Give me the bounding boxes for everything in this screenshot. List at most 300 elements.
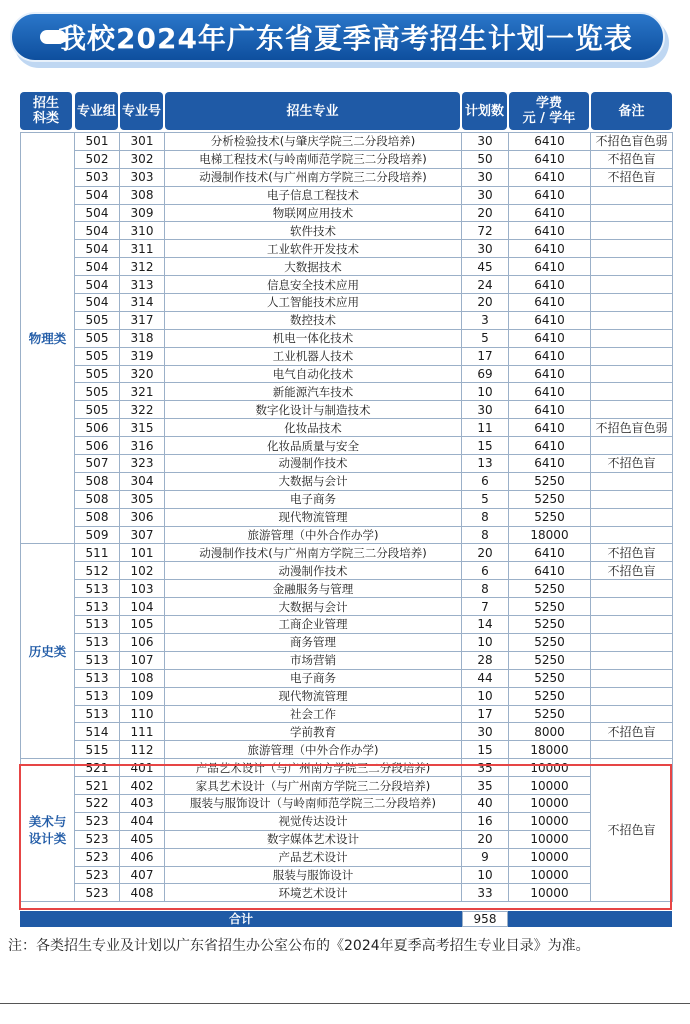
group-cell: 504 [75,222,120,240]
major-cell: 现代物流管理 [165,508,462,526]
header-note: 备注 [591,92,672,130]
fee-cell: 6410 [509,204,591,222]
code-cell: 108 [120,669,165,687]
table-row [21,294,673,312]
table-row [21,741,673,759]
plan-cell: 10 [462,866,509,884]
group-cell: 521 [75,777,120,795]
table-row [21,455,673,473]
plan-cell: 15 [462,741,509,759]
group-cell: 513 [75,616,120,634]
fee-cell: 18000 [509,526,591,544]
fee-cell: 10000 [509,812,591,830]
footnote: 注：各类招生专业及计划以广东省招生办公室公布的《2024年夏季高考招生专业目录》为准。 [8,938,590,954]
code-cell: 305 [120,490,165,508]
fee-cell: 6410 [509,168,591,186]
major-cell: 新能源汽车技术 [165,383,462,401]
fee-cell: 8000 [509,723,591,741]
group-cell: 505 [75,347,120,365]
plan-cell: 5 [462,490,509,508]
major-cell: 工业机器人技术 [165,347,462,365]
note-cell [591,490,673,508]
plan-cell: 24 [462,276,509,294]
table-row [21,884,673,902]
note-cell: 不招色盲 [591,455,673,473]
fee-cell: 5250 [509,669,591,687]
plan-cell: 8 [462,508,509,526]
plan-cell: 30 [462,133,509,151]
fee-cell: 6410 [509,419,591,437]
plan-cell: 10 [462,383,509,401]
note-cell [591,598,673,616]
fee-cell: 6410 [509,150,591,168]
fee-cell: 10000 [509,848,591,866]
major-cell: 动漫制作技术 [165,562,462,580]
major-cell: 电子商务 [165,669,462,687]
table-row [21,705,673,723]
fee-cell: 6410 [509,347,591,365]
group-cell: 504 [75,258,120,276]
code-cell: 301 [120,133,165,151]
group-cell: 523 [75,830,120,848]
plan-cell: 69 [462,365,509,383]
note-cell [591,240,673,258]
bottom-divider [0,1003,690,1004]
table-row [21,669,673,687]
table-row [21,526,673,544]
major-cell: 大数据与会计 [165,598,462,616]
major-cell: 信息安全技术应用 [165,276,462,294]
fee-cell: 5250 [509,508,591,526]
group-cell: 504 [75,240,120,258]
note-cell [591,186,673,204]
fee-cell: 6410 [509,544,591,562]
major-cell: 学前教育 [165,723,462,741]
total-value: 958 [462,911,508,927]
plan-cell: 14 [462,616,509,634]
major-cell: 人工智能技术应用 [165,294,462,312]
table-row [21,401,673,419]
major-cell: 软件技术 [165,222,462,240]
table-row [21,580,673,598]
group-cell: 506 [75,419,120,437]
code-cell: 319 [120,347,165,365]
group-cell: 505 [75,401,120,419]
total-bar-tail [508,911,672,927]
table-row [21,848,673,866]
major-cell: 动漫制作技术(与广州南方学院三二分段培养) [165,544,462,562]
major-cell: 家具艺术设计（与广州南方学院三二分段培养) [165,777,462,795]
group-cell: 523 [75,866,120,884]
enrollment-table-body [21,133,673,902]
group-cell: 508 [75,508,120,526]
fee-cell: 6410 [509,276,591,294]
fee-cell: 6410 [509,437,591,455]
code-cell: 310 [120,222,165,240]
enrollment-table-wrap [20,132,672,910]
major-cell: 环境艺术设计 [165,884,462,902]
major-cell: 工业软件开发技术 [165,240,462,258]
table-row [21,544,673,562]
plan-cell: 30 [462,401,509,419]
plan-cell: 20 [462,830,509,848]
major-cell: 电子商务 [165,490,462,508]
major-cell: 服装与服饰设计 [165,866,462,884]
header-category: 招生 科类 [20,92,72,130]
major-cell: 物联网应用技术 [165,204,462,222]
header-plan: 计划数 [462,92,507,130]
code-cell: 303 [120,168,165,186]
fee-cell: 10000 [509,884,591,902]
plan-cell: 15 [462,437,509,455]
fee-cell: 5250 [509,651,591,669]
major-cell: 机电一体化技术 [165,329,462,347]
fee-cell: 6410 [509,186,591,204]
plan-cell: 10 [462,633,509,651]
code-cell: 407 [120,866,165,884]
table-row [21,508,673,526]
plan-cell: 6 [462,472,509,490]
table-row [21,437,673,455]
note-cell [591,365,673,383]
code-cell: 404 [120,812,165,830]
group-cell: 504 [75,294,120,312]
note-cell [591,347,673,365]
code-cell: 307 [120,526,165,544]
table-row [21,651,673,669]
major-cell: 商务管理 [165,633,462,651]
table-row [21,616,673,634]
table-row [21,186,673,204]
code-cell: 107 [120,651,165,669]
fee-cell: 6410 [509,401,591,419]
plan-cell: 44 [462,669,509,687]
fee-cell: 6410 [509,365,591,383]
fee-cell: 5250 [509,633,591,651]
group-cell: 504 [75,276,120,294]
major-cell: 电梯工程技术(与岭南师范学院三二分段培养) [165,150,462,168]
fee-cell: 6410 [509,311,591,329]
major-cell: 化妆品质量与安全 [165,437,462,455]
code-cell: 105 [120,616,165,634]
code-cell: 323 [120,455,165,473]
major-cell: 产品艺术设计 [165,848,462,866]
code-cell: 102 [120,562,165,580]
major-cell: 电子信息工程技术 [165,186,462,204]
plan-cell: 8 [462,580,509,598]
code-cell: 304 [120,472,165,490]
note-cell [591,669,673,687]
code-cell: 401 [120,759,165,777]
group-cell: 505 [75,365,120,383]
fee-cell: 10000 [509,777,591,795]
code-cell: 408 [120,884,165,902]
plan-cell: 35 [462,777,509,795]
plan-cell: 40 [462,794,509,812]
table-row [21,204,673,222]
plan-cell: 7 [462,598,509,616]
table-row [21,365,673,383]
plan-cell: 6 [462,562,509,580]
major-cell: 服装与服饰设计（与岭南师范学院三二分段培养) [165,794,462,812]
code-cell: 106 [120,633,165,651]
note-cell [591,616,673,634]
table-row [21,562,673,580]
code-cell: 321 [120,383,165,401]
fee-cell: 5250 [509,616,591,634]
table-row [21,383,673,401]
table-row [21,812,673,830]
code-cell: 312 [120,258,165,276]
note-cell [591,508,673,526]
group-cell: 505 [75,329,120,347]
major-cell: 数字化设计与制造技术 [165,401,462,419]
fee-cell: 5250 [509,580,591,598]
plan-cell: 30 [462,168,509,186]
major-cell: 旅游管理（中外合作办学) [165,741,462,759]
major-cell: 化妆品技术 [165,419,462,437]
fee-cell: 6410 [509,258,591,276]
table-row [21,830,673,848]
fee-cell: 5250 [509,705,591,723]
page-title: 我校2024年广东省夏季高考招生计划一览表 [58,22,633,55]
note-cell [591,258,673,276]
total-label: 合计 [20,911,462,927]
fee-cell: 6410 [509,455,591,473]
table-row [21,258,673,276]
code-cell: 104 [120,598,165,616]
note-cell [591,580,673,598]
table-row [21,866,673,884]
plan-cell: 11 [462,419,509,437]
fee-cell: 6410 [509,133,591,151]
code-cell: 315 [120,419,165,437]
plan-cell: 8 [462,526,509,544]
note-cell [591,633,673,651]
fee-cell: 10000 [509,759,591,777]
fee-cell: 10000 [509,794,591,812]
plan-cell: 35 [462,759,509,777]
major-cell: 工商企业管理 [165,616,462,634]
fee-cell: 18000 [509,741,591,759]
major-cell: 分析检验技术(与肇庆学院三二分段培养) [165,133,462,151]
group-cell: 521 [75,759,120,777]
group-cell: 505 [75,383,120,401]
group-cell: 515 [75,741,120,759]
code-cell: 405 [120,830,165,848]
group-cell: 509 [75,526,120,544]
table-row [21,723,673,741]
fee-cell: 6410 [509,294,591,312]
code-cell: 311 [120,240,165,258]
code-cell: 302 [120,150,165,168]
group-cell: 523 [75,884,120,902]
code-cell: 101 [120,544,165,562]
code-cell: 318 [120,329,165,347]
plan-cell: 30 [462,186,509,204]
plan-cell: 16 [462,812,509,830]
group-cell: 511 [75,544,120,562]
code-cell: 316 [120,437,165,455]
group-cell: 522 [75,794,120,812]
plan-cell: 50 [462,150,509,168]
fee-cell: 10000 [509,830,591,848]
group-cell: 502 [75,150,120,168]
fee-cell: 5250 [509,472,591,490]
fee-cell: 5250 [509,598,591,616]
table-row [21,777,673,795]
note-cell [591,222,673,240]
group-cell: 505 [75,311,120,329]
note-cell [591,204,673,222]
total-row [20,911,672,927]
group-cell: 514 [75,723,120,741]
note-cell: 不招色盲 [591,168,673,186]
code-cell: 109 [120,687,165,705]
table-row [21,347,673,365]
code-cell: 112 [120,741,165,759]
note-cell: 不招色盲 [591,150,673,168]
note-cell [591,276,673,294]
table-row [21,311,673,329]
code-cell: 314 [120,294,165,312]
table-row [21,133,673,151]
group-cell: 513 [75,633,120,651]
note-cell: 不招色盲色弱 [591,419,673,437]
fee-cell: 5250 [509,490,591,508]
major-cell: 现代物流管理 [165,687,462,705]
code-cell: 403 [120,794,165,812]
table-row [21,168,673,186]
plan-cell: 13 [462,455,509,473]
group-cell: 501 [75,133,120,151]
plan-cell: 10 [462,687,509,705]
note-cell [591,329,673,347]
group-cell: 503 [75,168,120,186]
group-cell: 512 [75,562,120,580]
table-row [21,490,673,508]
header-fee: 学费 元 / 学年 [509,92,589,130]
major-cell: 视觉传达设计 [165,812,462,830]
major-cell: 动漫制作技术(与广州南方学院三二分段培养) [165,168,462,186]
note-cell [591,526,673,544]
group-cell: 504 [75,204,120,222]
major-cell: 旅游管理（中外合作办学) [165,526,462,544]
group-cell: 513 [75,705,120,723]
fee-cell: 6410 [509,562,591,580]
plan-cell: 9 [462,848,509,866]
plan-cell: 20 [462,204,509,222]
plan-cell: 5 [462,329,509,347]
major-cell: 市场营销 [165,651,462,669]
category-cell: 物理类 [21,133,75,544]
plan-cell: 30 [462,723,509,741]
major-cell: 产品艺术设计（与广州南方学院三二分段培养) [165,759,462,777]
major-cell: 数控技术 [165,311,462,329]
major-cell: 金融服务与管理 [165,580,462,598]
code-cell: 309 [120,204,165,222]
group-cell: 506 [75,437,120,455]
note-cell [591,401,673,419]
code-cell: 306 [120,508,165,526]
note-cell [591,472,673,490]
code-cell: 320 [120,365,165,383]
code-cell: 110 [120,705,165,723]
major-cell: 大数据与会计 [165,472,462,490]
plan-cell: 33 [462,884,509,902]
note-cell: 不招色盲 [591,544,673,562]
code-cell: 313 [120,276,165,294]
major-cell: 动漫制作技术 [165,455,462,473]
code-cell: 103 [120,580,165,598]
code-cell: 308 [120,186,165,204]
plan-cell: 72 [462,222,509,240]
plan-cell: 17 [462,347,509,365]
group-cell: 513 [75,651,120,669]
fee-cell: 6410 [509,240,591,258]
note-cell [591,311,673,329]
plan-cell: 3 [462,311,509,329]
plan-cell: 45 [462,258,509,276]
table-row [21,794,673,812]
group-cell: 507 [75,455,120,473]
code-cell: 317 [120,311,165,329]
enrollment-table [20,132,673,902]
group-cell: 513 [75,687,120,705]
header-group: 专业组 [75,92,118,130]
note-cell [591,741,673,759]
fee-cell: 10000 [509,866,591,884]
group-cell: 513 [75,598,120,616]
fee-cell: 5250 [509,687,591,705]
fee-cell: 6410 [509,222,591,240]
category-cell: 历史类 [21,544,75,759]
note-cell [591,687,673,705]
major-cell: 数字媒体艺术设计 [165,830,462,848]
code-cell: 111 [120,723,165,741]
note-cell: 不招色盲 [591,759,673,902]
table-row [21,687,673,705]
plan-cell: 17 [462,705,509,723]
category-cell: 美术与 设计类 [21,759,75,902]
table-row [21,329,673,347]
fee-cell: 6410 [509,329,591,347]
note-cell: 不招色盲 [591,562,673,580]
group-cell: 523 [75,812,120,830]
note-cell: 不招色盲色弱 [591,133,673,151]
group-cell: 504 [75,186,120,204]
plan-cell: 20 [462,294,509,312]
title-banner [10,12,672,70]
note-cell [591,294,673,312]
group-cell: 513 [75,669,120,687]
table-row [21,222,673,240]
plan-cell: 20 [462,544,509,562]
table-row [21,472,673,490]
fee-cell: 6410 [509,383,591,401]
header-code: 专业号 [120,92,163,130]
table-row [21,276,673,294]
note-cell: 不招色盲 [591,723,673,741]
group-cell: 508 [75,472,120,490]
group-cell: 523 [75,848,120,866]
plan-cell: 30 [462,240,509,258]
table-row [21,759,673,777]
table-row [21,419,673,437]
header-major: 招生专业 [165,92,460,130]
note-cell [591,705,673,723]
note-cell [591,437,673,455]
